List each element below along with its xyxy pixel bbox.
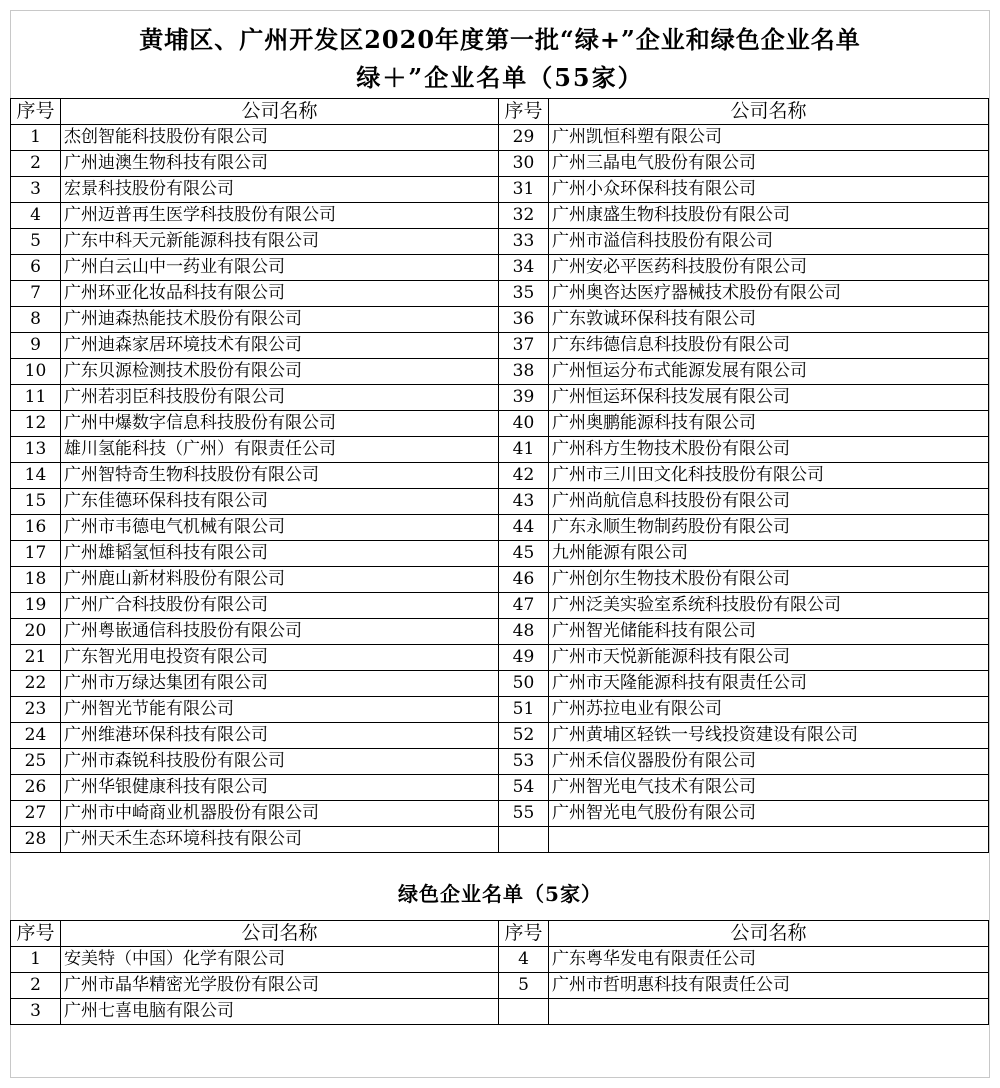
row-number: 25 [11,749,61,775]
row-number: 50 [499,671,549,697]
company-name: 广州智光储能科技有限公司 [549,619,989,645]
table-row [11,567,989,593]
company-name: 广州黄埔区轻铁一号线投资建设有限公司 [549,723,989,749]
company-name: 广州泛美实验室系统科技股份有限公司 [549,593,989,619]
company-name: 广东佳德环保科技有限公司 [61,489,499,515]
row-number: 42 [499,463,549,489]
company-name: 广州雄韬氢恒科技有限公司 [61,541,499,567]
green-plus-table [10,98,989,853]
row-number: 55 [499,801,549,827]
company-name: 广州中爆数字信息科技股份有限公司 [61,411,499,437]
row-number: 21 [11,645,61,671]
company-name [549,999,989,1025]
row-number: 1 [11,947,61,973]
company-name: 广州三晶电气股份有限公司 [549,151,989,177]
company-name: 广州创尔生物技术股份有限公司 [549,567,989,593]
row-number: 9 [11,333,61,359]
table-row [11,619,989,645]
green-table [10,920,989,1025]
table-row [11,333,989,359]
row-number: 41 [499,437,549,463]
company-name: 广州七喜电脑有限公司 [61,999,499,1025]
company-name: 广州凯恒科塑有限公司 [549,125,989,151]
row-number: 49 [499,645,549,671]
company-name: 广州奥咨达医疗器械技术股份有限公司 [549,281,989,307]
row-number: 10 [11,359,61,385]
row-number: 23 [11,697,61,723]
company-name: 广东粤华发电有限责任公司 [549,947,989,973]
company-name: 广州市万绿达集团有限公司 [61,671,499,697]
row-number [499,827,549,853]
row-number: 30 [499,151,549,177]
header-row [11,921,989,947]
row-number: 34 [499,255,549,281]
company-name: 广州市森锐科技股份有限公司 [61,749,499,775]
table-row [11,827,989,853]
company-name: 广州苏拉电业有限公司 [549,697,989,723]
table-row [11,255,989,281]
row-number: 15 [11,489,61,515]
row-number [499,999,549,1025]
company-name: 广东智光用电投资有限公司 [61,645,499,671]
row-number: 51 [499,697,549,723]
company-name: 广州智光节能有限公司 [61,697,499,723]
row-number: 2 [11,151,61,177]
company-name: 广州华银健康科技有限公司 [61,775,499,801]
section-title-green: 绿色企业名单（5家） [398,882,602,906]
company-name: 广州小众环保科技有限公司 [549,177,989,203]
table-row [11,697,989,723]
row-number: 7 [11,281,61,307]
row-number: 22 [11,671,61,697]
row-number: 26 [11,775,61,801]
row-number: 28 [11,827,61,853]
company-name: 广州广合科技股份有限公司 [61,593,499,619]
table-row [11,151,989,177]
row-number: 3 [11,177,61,203]
company-name: 九州能源有限公司 [549,541,989,567]
row-number: 4 [11,203,61,229]
company-name: 广东中科天元新能源科技有限公司 [61,229,499,255]
table-row [11,307,989,333]
company-name: 广州市三川田文化科技股份有限公司 [549,463,989,489]
company-name: 广州若羽臣科技股份有限公司 [61,385,499,411]
table-row [11,281,989,307]
company-name: 广州白云山中一药业有限公司 [61,255,499,281]
row-number: 8 [11,307,61,333]
company-name: 广州恒运环保科技发展有限公司 [549,385,989,411]
row-number: 16 [11,515,61,541]
row-number: 24 [11,723,61,749]
row-number: 5 [11,229,61,255]
header-company-name: 公司名称 [61,99,499,125]
table-row [11,463,989,489]
company-name: 广州禾信仪器股份有限公司 [549,749,989,775]
company-name: 广州市中崎商业机器股份有限公司 [61,801,499,827]
table-row [11,203,989,229]
header-number: 序号 [11,921,61,947]
company-name: 宏景科技股份有限公司 [61,177,499,203]
table-row [11,177,989,203]
table-row [11,489,989,515]
company-name: 广州奥鹏能源科技有限公司 [549,411,989,437]
table-row [11,947,989,973]
table-row [11,385,989,411]
company-name: 广州鹿山新材料股份有限公司 [61,567,499,593]
company-name: 广州科方生物技术股份有限公司 [549,437,989,463]
table-row [11,749,989,775]
row-number: 33 [499,229,549,255]
header-company-name: 公司名称 [549,99,989,125]
table-row [11,437,989,463]
table-row [11,801,989,827]
row-number: 43 [499,489,549,515]
row-number: 54 [499,775,549,801]
company-name: 广州恒运分布式能源发展有限公司 [549,359,989,385]
row-number: 13 [11,437,61,463]
row-number: 5 [499,973,549,999]
company-name: 广州迈普再生医学科技股份有限公司 [61,203,499,229]
row-number: 47 [499,593,549,619]
row-number: 29 [499,125,549,151]
company-name: 广州市天悦新能源科技有限公司 [549,645,989,671]
table-row [11,229,989,255]
company-name: 雄川氢能科技（广州）有限责任公司 [61,437,499,463]
row-number: 39 [499,385,549,411]
row-number: 48 [499,619,549,645]
table-row [11,723,989,749]
row-number: 35 [499,281,549,307]
table-row [11,973,989,999]
company-name: 广州智光电气股份有限公司 [549,801,989,827]
company-name: 广州粤嵌通信科技股份有限公司 [61,619,499,645]
company-name: 广州智光电气技术有限公司 [549,775,989,801]
table-row [11,775,989,801]
company-name: 广州天禾生态环境科技有限公司 [61,827,499,853]
company-name: 广东纬德信息科技股份有限公司 [549,333,989,359]
row-number: 1 [11,125,61,151]
row-number: 44 [499,515,549,541]
header-row [11,99,989,125]
company-name: 广州智特奇生物科技股份有限公司 [61,463,499,489]
row-number: 2 [11,973,61,999]
company-name: 广州迪澳生物科技有限公司 [61,151,499,177]
row-number: 37 [499,333,549,359]
row-number: 32 [499,203,549,229]
row-number: 31 [499,177,549,203]
table-row [11,999,989,1025]
row-number: 38 [499,359,549,385]
row-number: 45 [499,541,549,567]
company-name: 广州市天隆能源科技有限责任公司 [549,671,989,697]
company-name: 广州迪森热能技术股份有限公司 [61,307,499,333]
section-title-green-plus: 绿＋”企业名单（55家） [356,63,644,92]
company-name: 杰创智能科技股份有限公司 [61,125,499,151]
header-number: 序号 [11,99,61,125]
header-company-name: 公司名称 [61,921,499,947]
company-name: 广东贝源检测技术股份有限公司 [61,359,499,385]
row-number: 46 [499,567,549,593]
company-name: 广州康盛生物科技股份有限公司 [549,203,989,229]
company-name: 安美特（中国）化学有限公司 [61,947,499,973]
company-name: 广东敦诚环保科技有限公司 [549,307,989,333]
company-name: 广州市晶华精密光学股份有限公司 [61,973,499,999]
row-number: 20 [11,619,61,645]
row-number: 4 [499,947,549,973]
table-row [11,671,989,697]
row-number: 52 [499,723,549,749]
table-row [11,411,989,437]
company-name: 广州市哲明惠科技有限责任公司 [549,973,989,999]
table-row [11,645,989,671]
company-name: 广州迪森家居环境技术有限公司 [61,333,499,359]
table-row [11,125,989,151]
company-name: 广州尚航信息科技股份有限公司 [549,489,989,515]
row-number: 27 [11,801,61,827]
header-number: 序号 [499,99,549,125]
company-name: 广州市韦德电气机械有限公司 [61,515,499,541]
row-number: 11 [11,385,61,411]
company-name: 广州安必平医药科技股份有限公司 [549,255,989,281]
row-number: 53 [499,749,549,775]
row-number: 19 [11,593,61,619]
company-name: 广州维港环保科技有限公司 [61,723,499,749]
company-name: 广州环亚化妆品科技有限公司 [61,281,499,307]
document-title: 黄埔区、广州开发区2020年度第一批“绿+”企业和绿色企业名单 [139,25,861,54]
row-number: 6 [11,255,61,281]
row-number: 12 [11,411,61,437]
table-row [11,359,989,385]
company-name: 广州市溢信科技股份有限公司 [549,229,989,255]
company-name: 广东永顺生物制药股份有限公司 [549,515,989,541]
header-company-name: 公司名称 [549,921,989,947]
row-number: 18 [11,567,61,593]
table-row [11,541,989,567]
row-number: 3 [11,999,61,1025]
table-row [11,515,989,541]
row-number: 36 [499,307,549,333]
company-name [549,827,989,853]
row-number: 17 [11,541,61,567]
row-number: 40 [499,411,549,437]
header-number: 序号 [499,921,549,947]
row-number: 14 [11,463,61,489]
table-row [11,593,989,619]
